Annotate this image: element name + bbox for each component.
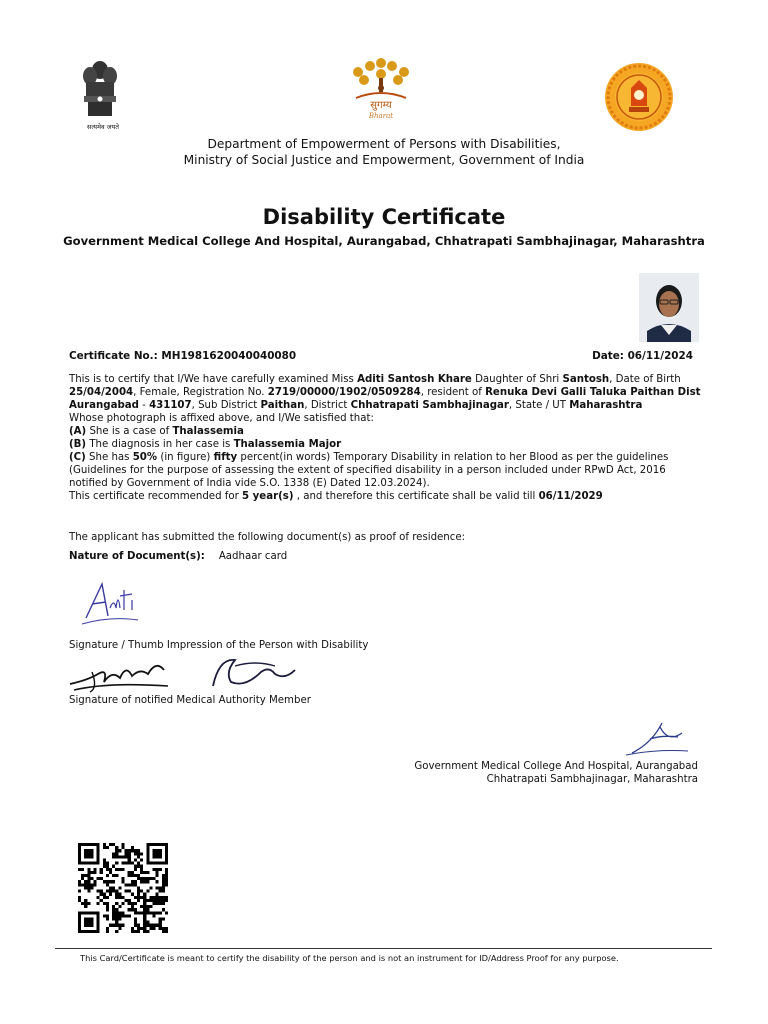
clause-b: (B) The diagnosis in her case is Thalassemia Major bbox=[69, 439, 342, 450]
disability-percent: 50% bbox=[132, 452, 158, 463]
department-header bbox=[0, 136, 768, 168]
certificate-date-value: 06/11/2024 bbox=[627, 350, 693, 362]
address: Renuka Devi Galli Taluka Paithan Dist Aurangabad bbox=[69, 387, 701, 411]
valid-till-date: 06/11/2029 bbox=[538, 491, 603, 502]
applicant-photo bbox=[639, 273, 699, 342]
issuing-authority bbox=[414, 760, 698, 786]
applicant-signature bbox=[80, 578, 140, 626]
validity-statement: This certificate recommended for 5 year(s) , and therefore this certificate shall be valid till 06/11/2029 bbox=[69, 491, 603, 502]
issuing-authority-line-2: Chhatrapati Sambhajinagar, Maharashtra bbox=[486, 774, 698, 785]
certificate-date-label: Date: bbox=[592, 350, 624, 362]
footer-divider bbox=[55, 948, 712, 949]
issuing-authority-signature bbox=[622, 713, 692, 758]
document-nature-value: Aadhaar card bbox=[218, 551, 288, 562]
state-seal-icon bbox=[603, 62, 675, 132]
proof-intro: The applicant has submitted the following document(s) as proof of residence: bbox=[69, 532, 466, 543]
district: Chhatrapati Sambhajinagar bbox=[350, 400, 509, 411]
svg-text:Bharat: Bharat bbox=[368, 112, 394, 120]
father-name: Santosh bbox=[562, 374, 610, 385]
certificate-number-value: MH1981620040040080 bbox=[161, 350, 297, 362]
medical-authority-label: Signature of notified Medical Authority Member bbox=[69, 695, 311, 706]
applicant-signature-label: Signature / Thumb Impression of the Person with Disability bbox=[69, 640, 369, 651]
certificate-number bbox=[69, 350, 296, 362]
applicant-name: Aditi Santosh Khare bbox=[357, 374, 472, 385]
svg-text:सुगम्य: सुगम्य bbox=[370, 100, 392, 111]
certificate-statement: This is to certify that I/We have carefully examined Miss Aditi Santosh Khare Daughter of Shri Santosh, Date of Birth 25/04/2004, Female, Registration No. 2719/00000/1902/0509284, resident of Renuka Devi Galli Taluka Paithan Dist Aurangabad - 431107, Sub District Paithan, District Chhatrapati Sambhajinagar, State / UT Maharashtra bbox=[69, 374, 701, 411]
registration-number: 2719/00000/1902/0509284 bbox=[267, 387, 421, 398]
national-emblem-icon bbox=[80, 58, 120, 120]
clause-c: (C) She has 50% (in figure) fifty percent(in words) Temporary Disability in relation to her Blood as per the guidelines (Guidelines for the purpose of assessing the extent of specified disability in a person included under RPwD Act, 2016 notified by Government of India vide S.O. 1338 (E) Dated 12.03.2024). bbox=[69, 452, 669, 489]
hospital-name: Government Medical College And Hospital, Aurangabad, Chhatrapati Sambhajinagar, Maharashtra bbox=[63, 234, 705, 248]
footer-disclaimer: This Card/Certificate is meant to certify the disability of the person and is not an instrument for ID/Address Proof for any purpose. bbox=[80, 953, 619, 963]
document-nature bbox=[69, 551, 287, 562]
validity-years: 5 year(s) bbox=[242, 491, 294, 502]
document-nature-label: Nature of Document(s): bbox=[69, 551, 205, 562]
certificate-date bbox=[592, 350, 693, 362]
page-title: Disability Certificate bbox=[262, 205, 506, 229]
medical-member-signature-1 bbox=[68, 652, 178, 696]
department-line-2: Ministry of Social Justice and Empowerment, Government of India bbox=[183, 153, 585, 167]
clause-a: (A) She is a case of Thalassemia bbox=[69, 426, 244, 437]
state: Maharashtra bbox=[569, 400, 643, 411]
date-of-birth: 25/04/2004 bbox=[69, 387, 134, 398]
diagnosis: Thalassemia Major bbox=[233, 439, 342, 450]
accessible-india-logo-icon bbox=[346, 58, 416, 120]
medical-member-signature-2 bbox=[205, 652, 305, 692]
disability-percent-words: fifty bbox=[213, 452, 238, 463]
disability-type: Thalassemia bbox=[172, 426, 244, 437]
photograph-statement: Whose photograph is affixed above, and I/We satisfied that: bbox=[69, 413, 374, 424]
sub-district: Paithan bbox=[260, 400, 305, 411]
certificate-number-label: Certificate No.: bbox=[69, 350, 158, 362]
issuing-authority-line-1: Government Medical College And Hospital, Aurangabad bbox=[414, 761, 698, 772]
certificate-body bbox=[69, 373, 701, 503]
department-line-1: Department of Empowerment of Persons with Disabilities, bbox=[207, 137, 561, 151]
emblem-caption: सत्यमेव जयते bbox=[87, 123, 119, 131]
pin-code: 431107 bbox=[149, 400, 192, 411]
qr-code bbox=[78, 843, 168, 933]
